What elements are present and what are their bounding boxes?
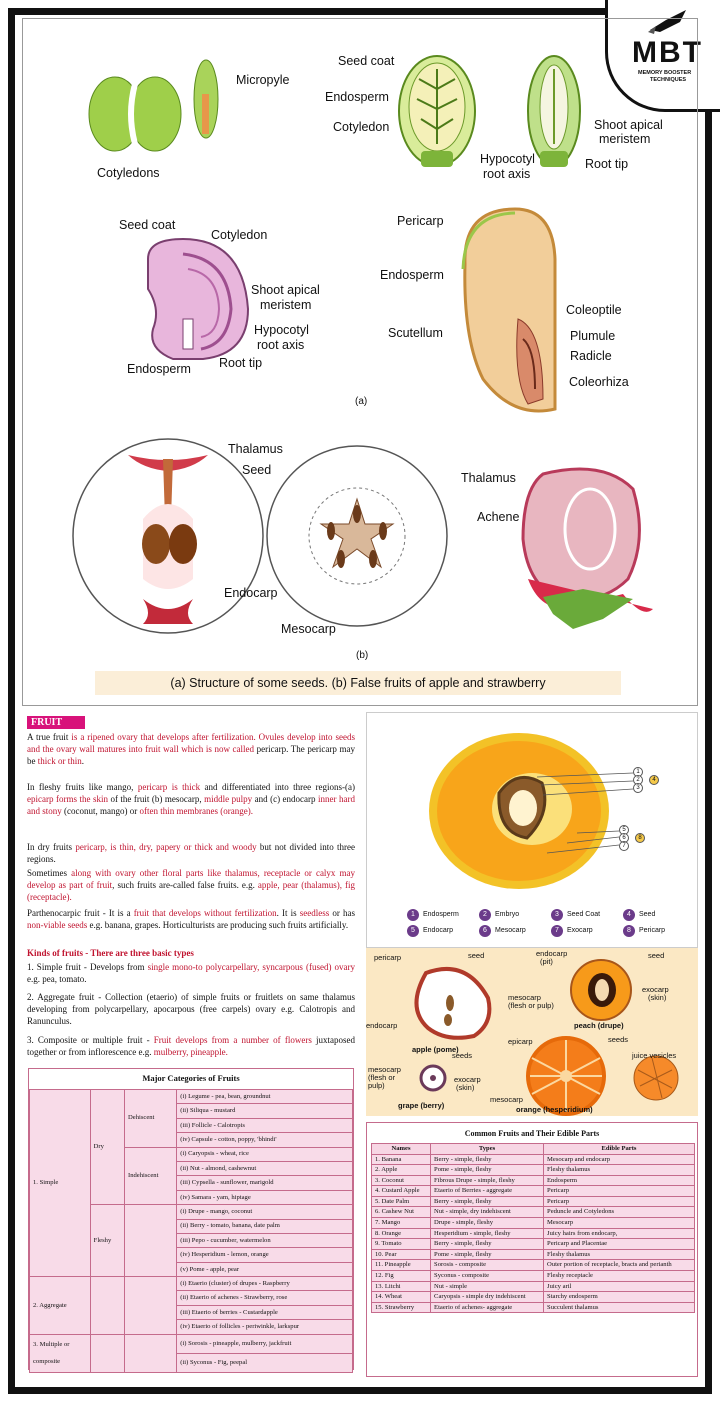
figure-caption: (a) Structure of some seeds. (b) False fruits of apple and strawberry (95, 671, 621, 695)
peach-legend-number: 8 (623, 925, 635, 937)
edible-row (372, 1154, 695, 1165)
label-grape-pulp: pulp) (368, 1081, 385, 1090)
edible-cell: 8. Orange (372, 1228, 431, 1239)
edible-cell: Pericarp and Placentae (544, 1239, 695, 1250)
label-peach-exocarp: exocarp (642, 985, 669, 994)
edible-header: Edible Parts (544, 1144, 695, 1155)
label-grape-seeds: seeds (452, 1051, 473, 1060)
peach-legend-number: 2 (479, 909, 491, 921)
edible-row (372, 1228, 695, 1239)
label-maize-cotyledon: Cotyledon (333, 120, 390, 134)
fruit-paragraph-1: A true fruit is a ripened ovary that develops after fertilization. Ovules develop into seeds and the ovary wall matures into fruit wall which is now called pericarp. The pericarp may be thick or thin. (27, 732, 355, 766)
edible-cell: Hesperidium - simple, fleshy (431, 1228, 544, 1239)
major-item: (i) Drupe - mango, coconut (177, 1205, 353, 1219)
peach-marker: 2 (633, 775, 643, 785)
label-maize-meristem: meristem (599, 132, 651, 146)
label-orange-epicarp: epicarp (508, 1037, 533, 1046)
edible-cell: Nut - simple, dry indehiscent (431, 1207, 544, 1218)
peach-legend-label: Exocarp (567, 927, 593, 934)
major-item: (iii) Pepo - cucumber, watermelon (177, 1233, 353, 1247)
major-aggregate-blank2 (125, 1277, 177, 1335)
label-grape-flesh: (flesh or (368, 1073, 396, 1082)
label-apple-endocarp: endocarp (366, 1021, 398, 1030)
edible-cell: 4. Custard Apple (372, 1186, 431, 1197)
major-item: (iv) Hesperidium - lemon, orange (177, 1248, 353, 1262)
label-juice-vesicles: juice vesicles (632, 1051, 677, 1060)
edible-row (372, 1302, 695, 1313)
edible-cell: 15. Strawberry (372, 1302, 431, 1313)
label-dicot-cotyledon: Cotyledon (211, 228, 268, 242)
edible-cell: Berry - simple, fleshy (431, 1239, 544, 1250)
edible-cell: Fleshy thalamus (544, 1165, 695, 1176)
peach-legend-item (407, 909, 459, 921)
edible-cell: Peduncle and Cotyledons (544, 1207, 695, 1218)
label-micropyle: Micropyle (236, 73, 290, 87)
major-simple: 1. Simple (30, 1090, 91, 1277)
edible-row (372, 1165, 695, 1176)
label-grain-pericarp: Pericarp (397, 214, 444, 228)
edible-cell: 6. Cashew Nut (372, 1207, 431, 1218)
edible-cell: Etaerio of Berries - aggregate (431, 1186, 544, 1197)
label-grape-mesocarp: mesocarp (368, 1065, 401, 1074)
kinds-heading: Kinds of fruits - There are three basic types (27, 948, 194, 958)
edible-header: Types (431, 1144, 544, 1155)
label-grain-scutellum: Scutellum (388, 326, 443, 340)
label-peach-flesh: (flesh or pulp) (508, 1001, 554, 1010)
peach-legend-item (479, 909, 519, 921)
label-seed: Seed (242, 463, 272, 477)
label-grain-plumule: Plumule (570, 329, 616, 343)
label-peach-drupe: peach (drupe) (574, 1021, 624, 1030)
peach-marker: 8 (635, 833, 645, 843)
logo-tagline-2: TECHNIQUES (650, 77, 687, 83)
edible-row (372, 1260, 695, 1271)
logo-tagline-1: MEMORY BOOSTER (638, 70, 692, 76)
edible-cell: Fleshy thalamus (544, 1249, 695, 1260)
edible-row (372, 1249, 695, 1260)
peach-legend-label: Endosperm (423, 911, 459, 918)
major-item: (iv) Capsule - cotton, poppy, 'bhindi' (177, 1133, 353, 1147)
kind-simple: 1. Simple fruit - Develops from single mono-to polycarpellary, syncarpous (fused) ovary e.g. pea, tomato. (27, 962, 355, 984)
edible-cell: 1. Banana (372, 1154, 431, 1165)
label-grape-exocarp: exocarp (454, 1075, 481, 1084)
major-indehiscent: Indehiscent (125, 1147, 177, 1205)
peach-legend-number: 1 (407, 909, 419, 921)
label-thalamus: Thalamus (228, 442, 283, 456)
edible-cell: Outer portion of receptacle, bracts and perianth (544, 1260, 695, 1271)
major-table (29, 1089, 353, 1373)
major-item: (iii) Follicle - Calotropis (177, 1118, 353, 1132)
peach-legend-item (407, 925, 453, 937)
fruit-types-diagram (366, 948, 698, 1116)
label-grain-coleorhiza: Coleorhiza (569, 375, 629, 389)
label-grain-endosperm: Endosperm (380, 268, 444, 282)
label-achene: Achene (477, 510, 520, 524)
edible-cell: 12. Fig (372, 1270, 431, 1281)
major-multiple (30, 1334, 91, 1372)
label-orange-mesocarp: mesocarp (490, 1095, 523, 1104)
label-dicot-root-tip: Root tip (219, 356, 263, 370)
edible-cell: Pericarp (544, 1196, 695, 1207)
label-cotyledons: Cotyledons (97, 166, 160, 180)
major-item: (ii) Berry - tomato, banana, date palm (177, 1219, 353, 1233)
edible-cell: Pome - simple, fleshy (431, 1249, 544, 1260)
major-aggregate-blank (90, 1277, 124, 1335)
edible-row (372, 1196, 695, 1207)
label-maize-hypocotyl: Hypocotyl (480, 152, 535, 166)
edible-row (372, 1207, 695, 1218)
major-item: (iii) Cypsella - sunflower, marigold (177, 1176, 353, 1190)
major-item: (iii) Etaerio of berries - Custardapple (177, 1305, 353, 1319)
peach-panel (366, 712, 698, 948)
peach-marker: 4 (649, 775, 659, 785)
fruit-paragraph-4: Sometimes along with ovary other floral parts like thalamus, receptacle or calyx may develop as part of fruit, such fruits are-called false fruits. e.g. apple, pear (thalamus), fig (receptacle). (27, 868, 356, 902)
edible-row (372, 1292, 695, 1303)
diagram-panel (22, 18, 698, 706)
fruit-paragraph-5: Parthenocarpic fruit - It is a fruit that develops without fertilization. It is seedless or has non-viable seeds e.g. banana, grapes. Horticulturists are producing such fruits artificially. (27, 908, 355, 930)
major-multiple-blank (90, 1334, 124, 1372)
peach-diagram (367, 713, 699, 903)
label-peach-mesocarp: mesocarp (508, 993, 541, 1002)
major-item: (iv) Etaerio of follicles - periwinkle, larkspur (177, 1320, 353, 1334)
major-categories (28, 1068, 354, 1370)
label-grape-berry: grape (berry) (398, 1101, 445, 1110)
edible-cell: Syconus - composite (431, 1270, 544, 1281)
label-endocarp: Endocarp (224, 586, 278, 600)
major-dry: Dry (90, 1090, 124, 1205)
peach-legend-label: Endocarp (423, 927, 453, 934)
edible-cell: Berry - simple, fleshy (431, 1154, 544, 1165)
edible-header: Names (372, 1144, 431, 1155)
label-grain-coleoptile: Coleoptile (566, 303, 622, 317)
fruit-paragraph-2: In fleshy fruits like mango, pericarp is thick and differentiated into three regions-(a) epicarp forms the skin of the fruit (b) mesocarp, middle pulpy and (c) endocarp inner hard and stony (coconut, mango) or often thin membranes (orange). (27, 782, 356, 816)
logo-text: MBT (632, 36, 703, 69)
fruit-text-column (22, 712, 360, 1372)
peach-legend-number: 3 (551, 909, 563, 921)
label-dicot-endosperm: Endosperm (127, 362, 191, 376)
edible-cell: 2. Apple (372, 1165, 431, 1176)
major-item: (iv) Samara - yam, hiptage (177, 1190, 353, 1204)
major-aggregate: 2. Aggregate (30, 1277, 91, 1335)
label-peach-endocarp: endocarp (536, 949, 568, 958)
edible-cell: Sorosis - composite (431, 1260, 544, 1271)
peach-marker: 7 (619, 841, 629, 851)
edible-cell: Mesocarp and endocarp (544, 1154, 695, 1165)
peach-legend-item (551, 925, 593, 937)
edible-cell: Pome - simple, fleshy (431, 1165, 544, 1176)
major-item: (v) Pome - apple, pear (177, 1262, 353, 1276)
label-grape-skin: (skin) (456, 1083, 475, 1092)
edible-cell: Starchy endosperm (544, 1292, 695, 1303)
peach-legend-number: 4 (623, 909, 635, 921)
peach-legend-number: 7 (551, 925, 563, 937)
major-item: (ii) Etaerio of achenes - Strawberry, rose (177, 1291, 353, 1305)
major-item: (i) Sorosis - pineapple, mulberry, jackfruit (177, 1334, 353, 1353)
edible-parts-panel (366, 1122, 698, 1377)
fruit-types-panel (366, 948, 698, 1116)
label-maize-root-axis: root axis (483, 167, 531, 181)
major-item: (ii) Syconus - Fig, peepal (177, 1353, 353, 1372)
label-apple-seed: seed (468, 951, 485, 960)
label-grain-radicle: Radicle (570, 349, 612, 363)
peach-marker: 1 (633, 767, 643, 777)
label-maize-shoot-apical: Shoot apical (594, 118, 663, 132)
peach-legend-number: 6 (479, 925, 491, 937)
edible-cell: Mesocarp (544, 1218, 695, 1229)
major-item: (i) Etaerio (cluster) of drupes - Raspberry (177, 1277, 353, 1291)
label-mesocarp: Mesocarp (281, 622, 336, 636)
edible-cell: 14. Wheat (372, 1292, 431, 1303)
edible-table (371, 1143, 695, 1313)
major-row (30, 1277, 353, 1291)
peach-legend-label: Embryo (495, 911, 520, 918)
edible-cell: 13. Litchi (372, 1281, 431, 1292)
label-peach-skin: (skin) (648, 993, 667, 1002)
peach-legend-label: Seed (639, 911, 656, 918)
edible-row (372, 1218, 695, 1229)
peach-legend-label: Mesocarp (495, 927, 526, 934)
major-row (30, 1334, 353, 1353)
label-dicot-meristem: meristem (260, 298, 312, 312)
edible-row (372, 1239, 695, 1250)
major-multiple-line2: composite (33, 1358, 61, 1366)
edible-row (372, 1175, 695, 1186)
major-item: (i) Caryopsis - wheat, rice (177, 1147, 353, 1161)
label-strawberry-thalamus: Thalamus (461, 471, 516, 485)
major-item: (i) Legume - pea, bean, groundnut (177, 1090, 353, 1104)
major-fleshy: Fleshy (90, 1205, 124, 1277)
major-item: (ii) Nut - almond, cashewnut (177, 1161, 353, 1175)
label-peach-pit: (pit) (540, 957, 553, 966)
edible-cell: Fibrous Drupe - simple, fleshy (431, 1175, 544, 1186)
edible-cell: Fleshy receptacle (544, 1270, 695, 1281)
major-fleshy-blank (125, 1205, 177, 1277)
kind-aggregate: 2. Aggregate fruit - Collection (etaerio) of simple fruits or fruitlets on same thalamus developing from polycarpellary, apocarpous (free carpels) ovary e.g. Calotropis and Ranunculus. (27, 992, 355, 1026)
edible-cell: Berry - simple, fleshy (431, 1196, 544, 1207)
peach-marker: 5 (619, 825, 629, 835)
fruit-paragraph-3: In dry fruits pericarp, is thin, dry, papery or thick and woody but not divided into three regions. (27, 842, 356, 864)
peach-legend-number: 5 (407, 925, 419, 937)
label-panel-b: (b) (356, 650, 369, 661)
edible-cell: 11. Pineapple (372, 1260, 431, 1271)
edible-row (372, 1270, 695, 1281)
label-apple-pericarp: pericarp (374, 953, 402, 962)
label-maize-endosperm: Endosperm (325, 90, 389, 104)
label-peach-seed: seed (648, 951, 665, 960)
edible-cell: Nut - simple (431, 1281, 544, 1292)
label-orange-seeds: seeds (608, 1035, 629, 1044)
edible-cell: Juicy hairs from endocarp, (544, 1228, 695, 1239)
label-orange-hesperidium: orange (hesperidium) (516, 1105, 593, 1114)
peach-marker: 3 (633, 783, 643, 793)
edible-title: Common Fruits and Their Edible Parts (464, 1129, 600, 1138)
edible-row (372, 1186, 695, 1197)
edible-cell: 7. Mango (372, 1218, 431, 1229)
label-maize-seed-coat: Seed coat (338, 54, 395, 68)
peach-legend-item (479, 925, 526, 937)
edible-cell: 9. Tomato (372, 1239, 431, 1250)
edible-row (372, 1281, 695, 1292)
edible-cell: 10. Pear (372, 1249, 431, 1260)
peach-legend-item (623, 925, 665, 937)
major-row (30, 1090, 353, 1104)
fruit-heading: FRUIT (27, 716, 85, 729)
edible-cell: Etaerio of achenes- aggregate (431, 1302, 544, 1313)
edible-cell: Succulent thalamus (544, 1302, 695, 1313)
label-panel-a: (a) (355, 396, 368, 407)
major-multiple-line1: 3. Multiple or (33, 1340, 70, 1348)
peach-legend-label: Pericarp (639, 927, 666, 934)
major-dehiscent: Dehiscent (125, 1090, 177, 1148)
major-multiple-blank2 (125, 1334, 177, 1372)
label-dicot-shoot-apical: Shoot apical (251, 283, 320, 297)
edible-cell: Endosperm (544, 1175, 695, 1186)
label-dicot-root-axis: root axis (257, 338, 305, 352)
peach-legend-item (623, 909, 655, 921)
major-item: (ii) Siliqua - mustard (177, 1104, 353, 1118)
major-title: Major Categories of Fruits (142, 1073, 240, 1083)
peach-legend-label: Seed Coat (567, 911, 601, 918)
label-apple-pome: apple (pome) (412, 1045, 459, 1054)
label-maize-root-tip: Root tip (585, 157, 629, 171)
label-dicot-hypocotyl: Hypocotyl (254, 323, 309, 337)
kind-multiple: 3. Composite or multiple fruit - Fruit develops from a number of flowers juxtaposed together or from inflorescence e.g. mulberry, pineapple. (27, 1035, 355, 1057)
edible-cell: Drupe - simple, fleshy (431, 1218, 544, 1229)
edible-cell: 3. Coconut (372, 1175, 431, 1186)
label-dicot-seed-coat: Seed coat (119, 218, 176, 232)
edible-cell: 5. Date Palm (372, 1196, 431, 1207)
peach-legend-item (551, 909, 600, 921)
edible-cell: Juicy aril (544, 1281, 695, 1292)
edible-cell: Caryopsis - simple dry indehiscent (431, 1292, 544, 1303)
edible-cell: Pericarp (544, 1186, 695, 1197)
peach-marker: 6 (619, 833, 629, 843)
